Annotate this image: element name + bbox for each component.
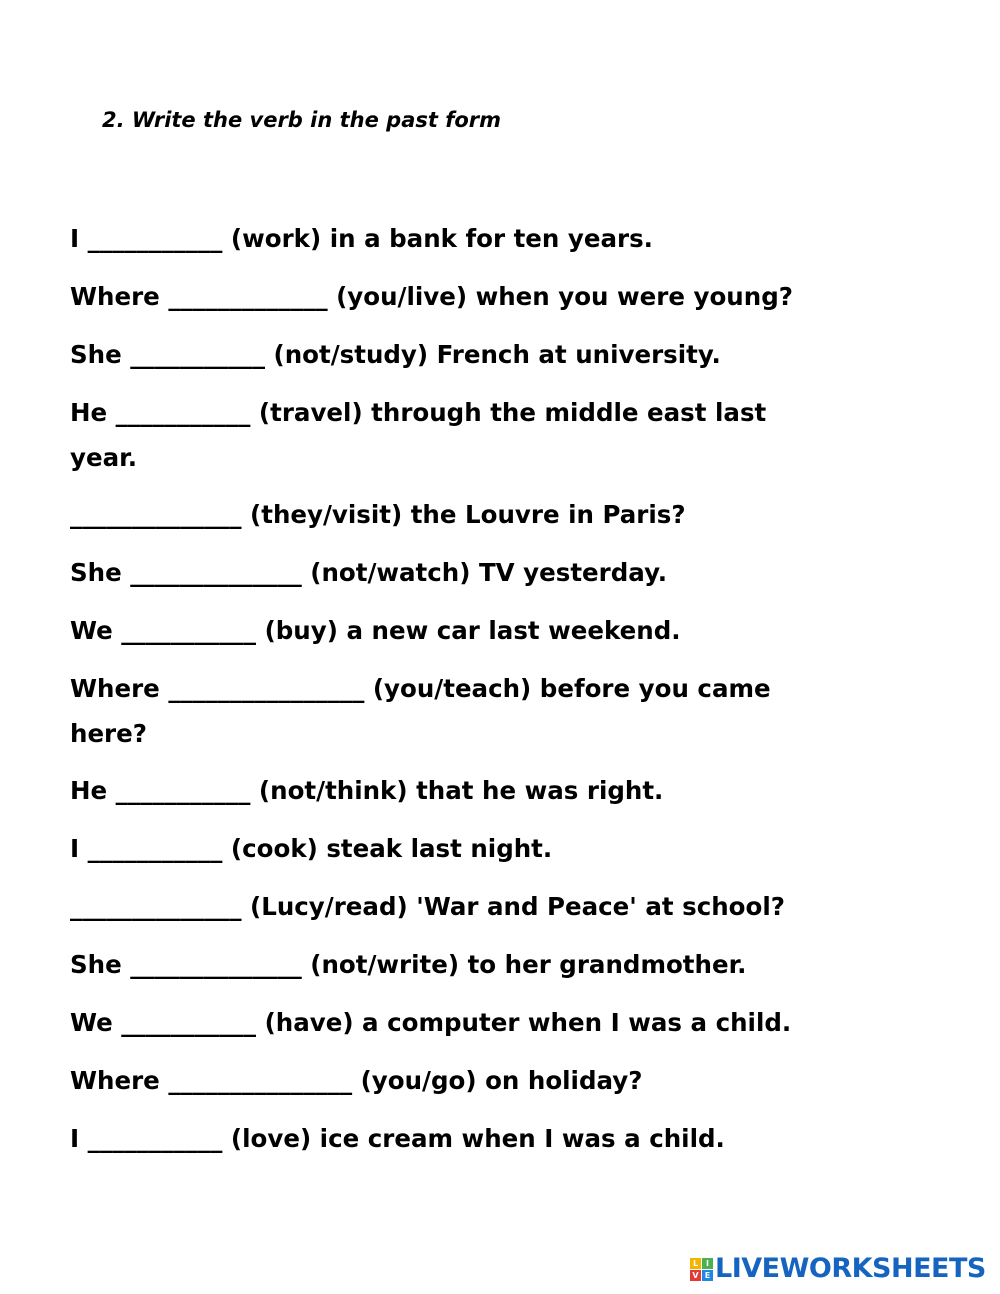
answer-blank[interactable]: ______________ — [130, 558, 302, 587]
sentence-before: She — [70, 340, 131, 369]
answer-blank[interactable]: _______________ — [168, 1066, 353, 1095]
sentence-before: Where — [70, 674, 169, 703]
sentence-item — [70, 390, 950, 480]
sentence-after: (you/go) on holiday? — [352, 1066, 643, 1095]
sentence-before: Where — [70, 282, 169, 311]
sentence-item — [70, 1000, 950, 1045]
brand-name: LIVEWORKSHEETS — [715, 1253, 986, 1284]
sentence-after: (not/write) to her grandmother. — [301, 950, 747, 979]
answer-blank[interactable]: ___________ — [121, 1008, 257, 1037]
logo-mark-letter: E — [702, 1270, 713, 1281]
sentence-after: (not/study) French at university. — [264, 340, 721, 369]
sentence-after: (have) a computer when I was a child. — [256, 1008, 792, 1037]
exercise-title: 2. Write the verb in the past form — [102, 108, 502, 132]
sentence-after: (you/teach) before you came — [364, 674, 771, 703]
sentence-after: (love) ice cream when I was a child. — [222, 1124, 725, 1153]
sentence-before: We — [70, 616, 122, 645]
answer-blank[interactable]: ______________ — [130, 950, 302, 979]
sentence-before: He — [70, 776, 116, 805]
answer-blank[interactable]: ___________ — [115, 776, 251, 805]
sentence-item — [70, 216, 950, 261]
liveworksheets-logo-icon — [690, 1258, 713, 1281]
sentence-before: She — [70, 558, 131, 587]
sentence-after: (you/live) when you were young? — [327, 282, 793, 311]
sentence-before: He — [70, 398, 116, 427]
sentence-item — [70, 666, 950, 756]
sentence-continuation: year. — [70, 443, 138, 472]
sentence-item — [70, 768, 950, 813]
sentence-continuation: here? — [70, 719, 147, 748]
answer-blank[interactable]: ___________ — [87, 1124, 223, 1153]
sentence-item — [70, 492, 950, 537]
sentence-after: (Lucy/read) 'War and Peace' at school? — [241, 892, 785, 921]
sentence-after: (not/think) that he was right. — [250, 776, 664, 805]
sentence-item — [70, 332, 950, 377]
sentence-after: (cook) steak last night. — [222, 834, 553, 863]
sentence-item — [70, 942, 950, 987]
sentence-after: (buy) a new car last weekend. — [256, 616, 681, 645]
sentence-after: (not/watch) TV yesterday. — [301, 558, 668, 587]
sentence-before: I — [70, 834, 88, 863]
answer-blank[interactable]: ________________ — [168, 674, 365, 703]
logo-mark-letter: L — [690, 1258, 701, 1269]
answer-blank[interactable]: ___________ — [87, 834, 223, 863]
sentence-item — [70, 608, 950, 653]
brand-logo[interactable] — [690, 1252, 986, 1286]
sentence-item — [70, 884, 950, 929]
sentence-before: I — [70, 224, 88, 253]
sentence-before: We — [70, 1008, 122, 1037]
answer-blank[interactable]: ___________ — [115, 398, 251, 427]
sentence-item — [70, 1116, 950, 1161]
answer-blank[interactable]: _____________ — [168, 282, 328, 311]
sentence-before: I — [70, 1124, 88, 1153]
sentence-before: Where — [70, 1066, 169, 1095]
answer-blank[interactable]: ___________ — [130, 340, 265, 369]
answer-blank[interactable]: ______________ — [70, 500, 242, 529]
sentence-after: (they/visit) the Louvre in Paris? — [241, 500, 686, 529]
sentence-item — [70, 550, 950, 595]
sentence-after: (travel) through the middle east last — [250, 398, 767, 427]
answer-blank[interactable]: ______________ — [70, 892, 242, 921]
sentence-item — [70, 826, 950, 871]
logo-mark-letter: I — [702, 1258, 713, 1269]
sentence-before: She — [70, 950, 131, 979]
logo-mark-letter: V — [690, 1270, 701, 1281]
answer-blank[interactable]: ___________ — [87, 224, 223, 253]
answer-blank[interactable]: ___________ — [121, 616, 257, 645]
sentence-item — [70, 1058, 950, 1103]
sentence-after: (work) in a bank for ten years. — [222, 224, 653, 253]
sentence-item — [70, 274, 950, 319]
